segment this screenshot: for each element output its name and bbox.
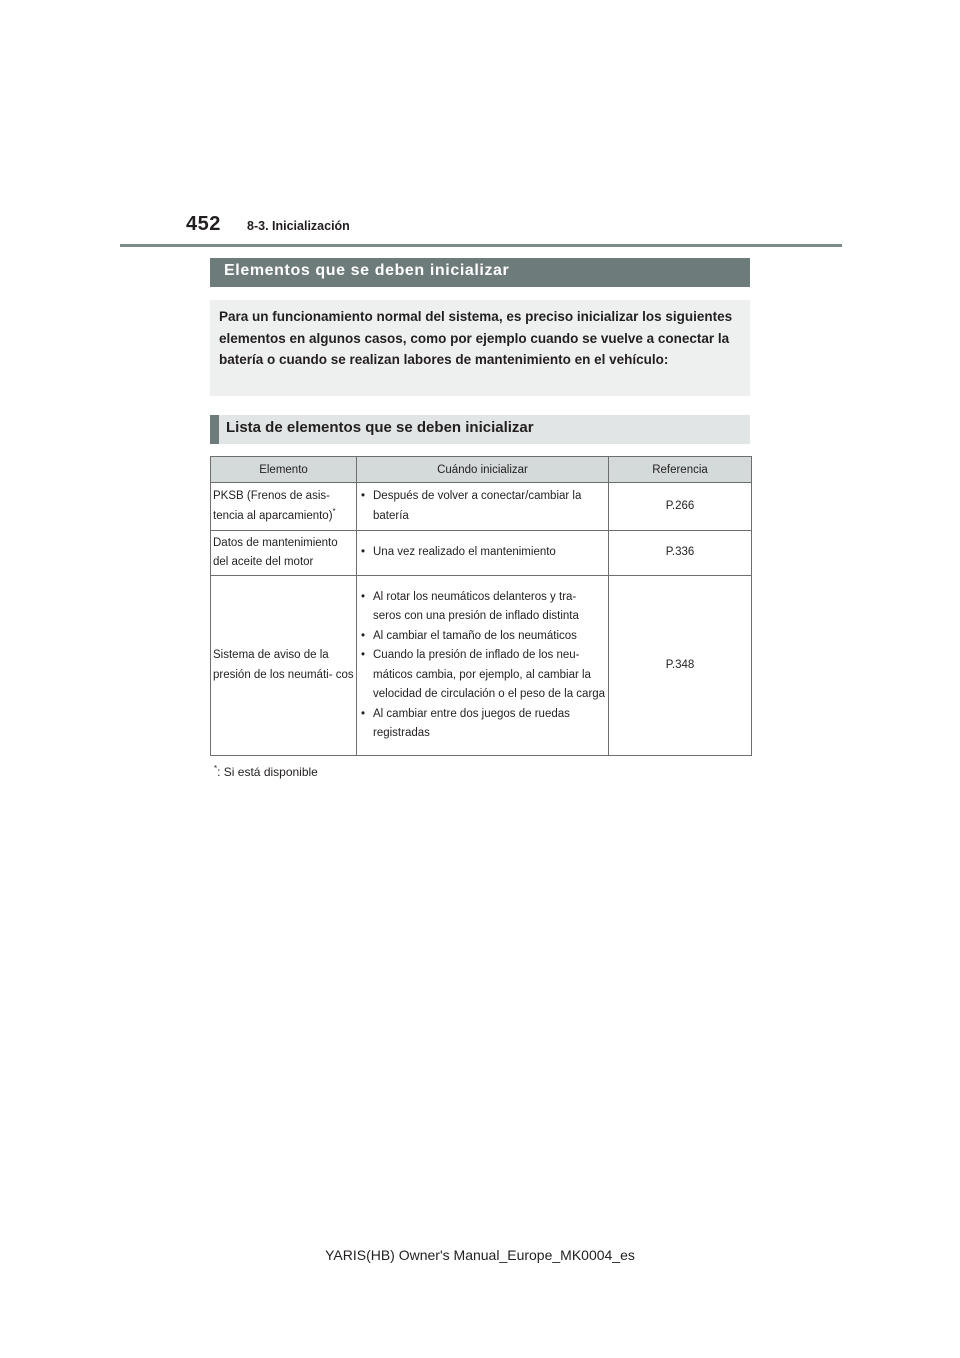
column-header-reference: Referencia bbox=[609, 457, 752, 483]
item-cell: Datos de mantenimiento del aceite del motor bbox=[211, 531, 357, 576]
intro-paragraph: Para un funcionamiento normal del sistema, es preciso inicializar los siguientes elementos en algunos casos, como por ejemplo cuando se vuelve a conectar la batería o cuando se realizan labores de mantenimiento en el vehículo: bbox=[210, 300, 750, 396]
footnote-text: : Si está disponible bbox=[217, 765, 318, 779]
reference-cell: P.348 bbox=[609, 576, 752, 756]
section-heading: Elementos que se deben inicializar bbox=[210, 258, 750, 287]
item-cell: Sistema de aviso de la presión de los neumáti- cos bbox=[211, 576, 357, 756]
table-row bbox=[211, 483, 752, 531]
table-row bbox=[211, 531, 752, 576]
table-header-row bbox=[211, 457, 752, 483]
list-item: • Al cambiar entre dos juegos de ruedas registradas bbox=[359, 705, 606, 744]
list-item: • Una vez realizado el mantenimiento bbox=[359, 543, 606, 563]
list-item: • Cuando la presión de inflado de los neu- máticos cambia, por ejemplo, al cambiar la velocidad de circulación o el peso de la carga bbox=[359, 646, 606, 705]
when-cell bbox=[357, 576, 609, 756]
list-item: • Después de volver a conectar/cambiar la batería bbox=[359, 487, 606, 526]
page-footer: YARIS(HB) Owner's Manual_Europe_MK0004_es bbox=[325, 1247, 635, 1263]
footnote bbox=[214, 764, 318, 779]
list-item: • Al rotar los neumáticos delanteros y tra- seros con una presión de inflado distinta bbox=[359, 588, 606, 627]
item-cell bbox=[211, 483, 357, 531]
header-divider bbox=[120, 244, 842, 247]
page-number: 452 bbox=[186, 213, 221, 235]
item-text: PKSB (Frenos de asis- tencia al aparcamiento) bbox=[213, 490, 333, 522]
subsection-heading: Lista de elementos que se deben inicializar bbox=[210, 415, 750, 444]
when-cell bbox=[357, 531, 609, 576]
reference-cell: P.336 bbox=[609, 531, 752, 576]
footnote-marker: * bbox=[332, 506, 336, 516]
list-item: • Al cambiar el tamaño de los neumáticos bbox=[359, 627, 606, 647]
initialization-table bbox=[210, 456, 752, 756]
when-cell bbox=[357, 483, 609, 531]
footnote-marker: * bbox=[214, 764, 218, 773]
reference-cell: P.266 bbox=[609, 483, 752, 531]
column-header-when: Cuándo inicializar bbox=[357, 457, 609, 483]
table-row bbox=[211, 576, 752, 756]
column-header-item: Elemento bbox=[211, 457, 357, 483]
section-title: 8-3. Inicialización bbox=[247, 219, 350, 233]
